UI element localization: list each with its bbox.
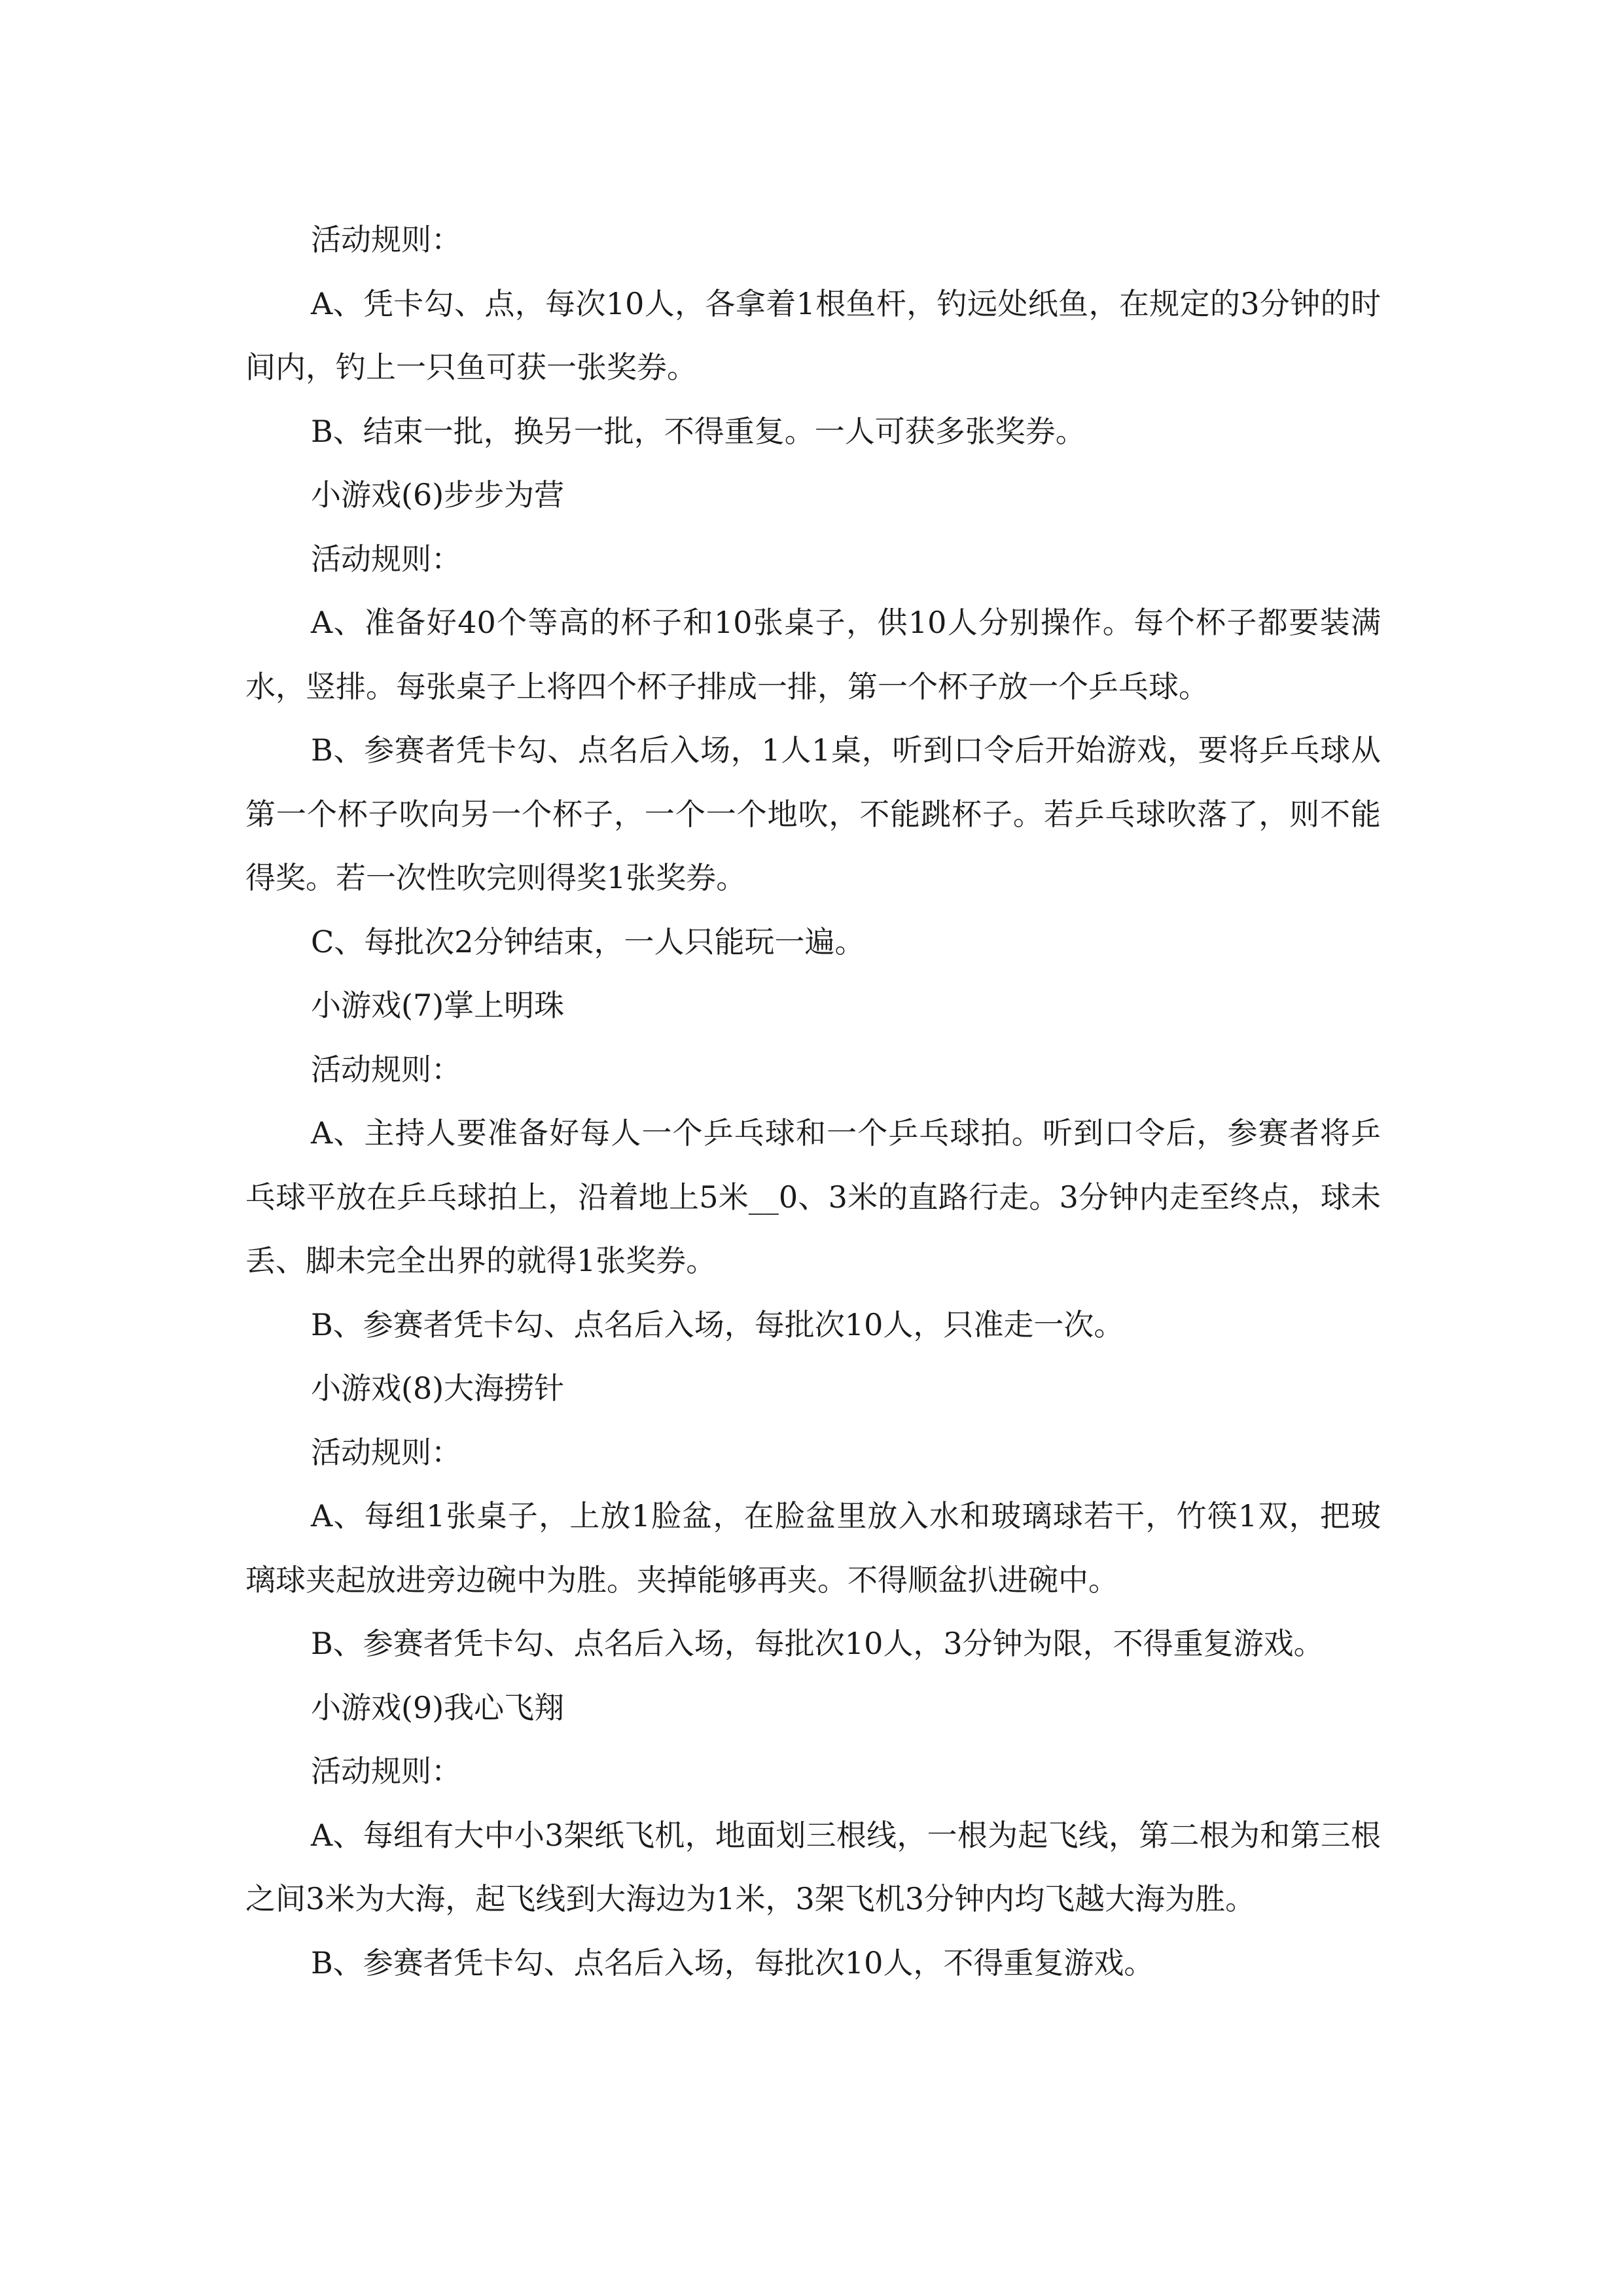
rule-paragraph: A、主持人要准备好每人一个乒乓球和一个乒乓球拍。听到口令后，参赛者将乒乓球平放在乒乓球拍上，沿着地上5米__0、3米的直路行走。3分钟内走至终点，球未丢、脚未完全出界的就得1张奖券。 xyxy=(245,1115,1381,1278)
game-title: 小游戏(8)大海捞针 xyxy=(311,1371,565,1406)
rule-paragraph: A、每组有大中小3架纸飞机，地面划三根线，一根为起飞线，第二根为和第三根之间3米为大海，起飞线到大海边为1米，3架飞机3分钟内均飞越大海为胜。 xyxy=(245,1817,1381,1916)
rule-paragraph: C、每批次2分钟结束，一人只能玩一遍。 xyxy=(311,924,865,960)
game-title: 小游戏(7)掌上明珠 xyxy=(311,988,565,1023)
rule-paragraph: B、参赛者凭卡勾、点名后入场，每批次10人，只准走一次。 xyxy=(311,1306,1124,1342)
rules-heading: 活动规则： xyxy=(311,541,461,577)
rule-paragraph: B、参赛者凭卡勾、点名后入场，每批次10人，3分钟为限，不得重复游戏。 xyxy=(311,1626,1324,1661)
rules-heading: 活动规则： xyxy=(311,222,461,257)
document-body xyxy=(245,208,1381,1995)
rules-heading: 活动规则： xyxy=(311,1753,461,1789)
game-title: 小游戏(6)步步为营 xyxy=(311,477,565,512)
rule-paragraph: B、参赛者凭卡勾、点名后入场，1人1桌，听到口令后开始游戏，要将乒乓球从第一个杯子吹向另一个杯子，一个一个地吹，不能跳杯子。若乒乓球吹落了，则不能得奖。若一次性吹完则得奖1张奖券。 xyxy=(245,732,1381,895)
rule-paragraph: A、凭卡勾、点，每次10人，各拿着1根鱼杆，钓远处纸鱼，在规定的3分钟的时间内，钓上一只鱼可获一张奖券。 xyxy=(245,285,1381,385)
rules-heading: 活动规则： xyxy=(311,1051,461,1087)
rule-paragraph: A、准备好40个等高的杯子和10张桌子，供10人分别操作。每个杯子都要装满水，竖排。每张桌子上将四个杯子排成一排，第一个杯子放一个乒乓球。 xyxy=(245,605,1381,704)
rule-paragraph: B、参赛者凭卡勾、点名后入场，每批次10人，不得重复游戏。 xyxy=(311,1945,1154,1981)
game-title: 小游戏(9)我心飞翔 xyxy=(311,1689,565,1725)
rule-paragraph: B、结束一批，换另一批，不得重复。一人可获多张奖券。 xyxy=(311,413,1086,449)
rules-heading: 活动规则： xyxy=(311,1434,461,1470)
rule-paragraph: A、每组1张桌子，上放1脸盆，在脸盆里放入水和玻璃球若干，竹筷1双，把玻璃球夹起放进旁边碗中为胜。夹掉能够再夹。不得顺盆扒进碗中。 xyxy=(245,1498,1381,1598)
